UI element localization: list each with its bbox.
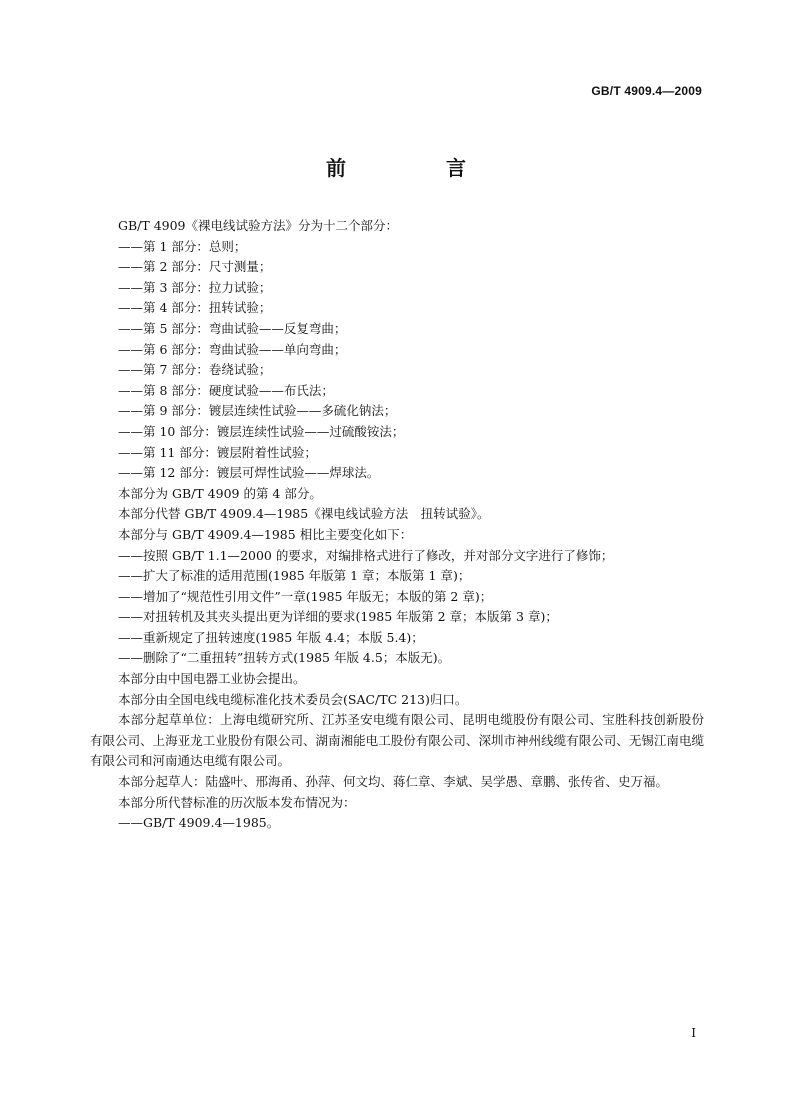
part-item: ——第 3 部分：拉力试验； bbox=[118, 279, 272, 295]
intro-line: GB/T 4909《裸电线试验方法》分为十二个部分： bbox=[118, 218, 399, 233]
centralized-by: 本部分由全国电线电缆标准化技术委员会(SAC/TC 213)归口。 bbox=[118, 691, 468, 707]
page-title: 前 言 bbox=[326, 156, 506, 180]
drafters: 本部分起草人：陆盛叶、邢海甬、孙萍、何文均、蒋仁章、李斌、吴学愚、章鹏、张传省、史万福。 bbox=[118, 774, 669, 790]
page-number: I bbox=[691, 1026, 696, 1040]
part-item: ——第 10 部分：镀层连续性试验——过硫酸铵法； bbox=[118, 423, 405, 439]
part-item: ——第 9 部分：镀层连续性试验——多硫化钠法； bbox=[118, 403, 397, 419]
part-item: ——第 12 部分：镀层可焊性试验——焊球法。 bbox=[118, 465, 380, 481]
part-item: ——第 1 部分：总则； bbox=[118, 238, 247, 254]
part-item: ——第 4 部分：扭转试验； bbox=[118, 300, 272, 316]
drafting-units: 本部分起草单位：上海电缆研究所、江苏圣安电缆有限公司、昆明电缆股份有限公司、宝胜科技创新股份有限公司、上海亚龙工业股份有限公司、湖南湘能电工股份有限公司、深圳市神州线缆有限公司、无锡江南电缆有限公司和河南通达电缆有限公司。 bbox=[90, 712, 704, 769]
standard-code: GB/T 4909.4—2009 bbox=[591, 84, 702, 98]
part-item: ——第 5 部分：弯曲试验——反复弯曲； bbox=[118, 320, 347, 336]
part-item: ——第 7 部分：卷绕试验； bbox=[118, 362, 272, 378]
change-item: ——扩大了标准的适用范围(1985 年版第 1 章；本版第 1 章)； bbox=[118, 568, 471, 584]
statement-part: 本部分为 GB/T 4909 的第 4 部分。 bbox=[118, 485, 322, 501]
change-item: ——删除了“二重扭转”扭转方式(1985 年版 4.5；本版无)。 bbox=[118, 650, 451, 666]
change-item: ——按照 GB/T 1.1—2000 的要求，对编排格式进行了修改，并对部分文字进行了修饰； bbox=[118, 547, 614, 563]
change-item: ——重新规定了扭转速度(1985 年版 4.4；本版 5.4)； bbox=[118, 629, 424, 645]
history-intro: 本部分所代替标准的历次版本发布情况为： bbox=[118, 794, 356, 810]
statement-replace: 本部分代替 GB/T 4909.4—1985《裸电线试验方法 扭转试验》。 bbox=[118, 506, 490, 522]
part-item: ——第 8 部分：硬度试验——布氏法； bbox=[118, 382, 334, 398]
proposed-by: 本部分由中国电器工业协会提出。 bbox=[118, 671, 306, 687]
history-item: ——GB/T 4909.4—1985。 bbox=[118, 815, 280, 831]
part-item: ——第 2 部分：尺寸测量； bbox=[118, 259, 272, 275]
change-item: ——对扭转机及其夹头提出更为详细的要求(1985 年版第 2 章；本版第 3 章)； bbox=[118, 609, 558, 625]
foreword-body bbox=[90, 216, 704, 834]
change-item: ——增加了“规范性引用文件”一章(1985 年版无；本版的第 2 章)； bbox=[118, 588, 493, 604]
part-item: ——第 6 部分：弯曲试验——单向弯曲； bbox=[118, 341, 347, 357]
changes-intro: 本部分与 GB/T 4909.4—1985 相比主要变化如下： bbox=[118, 526, 413, 542]
part-item: ——第 11 部分：镀层附着性试验； bbox=[118, 444, 317, 460]
